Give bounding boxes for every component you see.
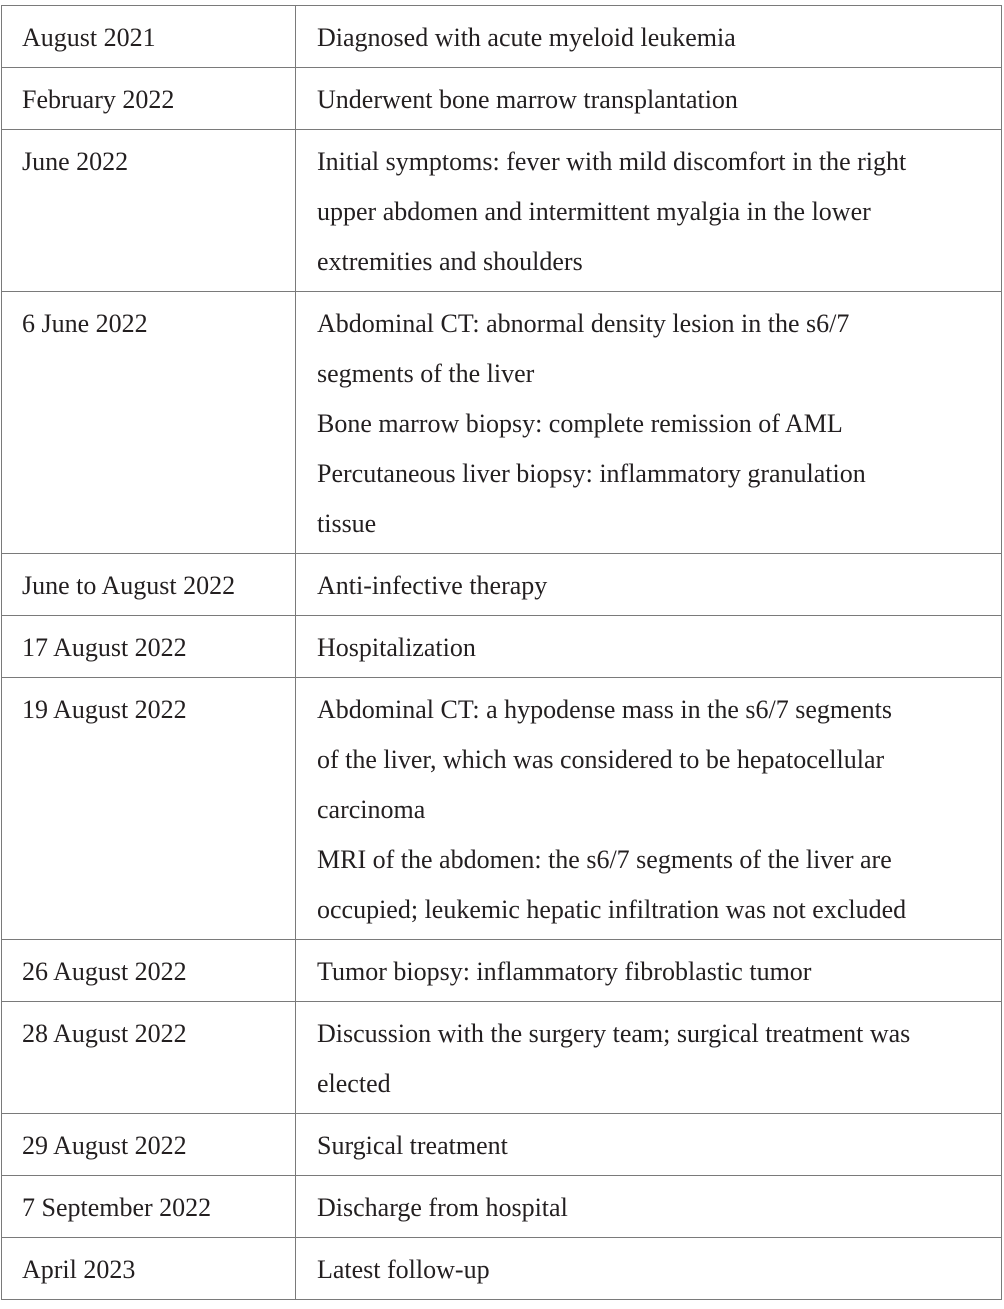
event-text-line: extremities and shoulders (317, 247, 583, 276)
date-cell (2, 940, 296, 1002)
event-cell (296, 292, 1002, 554)
event-text-line: Abdominal CT: a hypodense mass in the s6/7 segments (317, 695, 892, 724)
table-row (2, 292, 1002, 554)
timeline-table-body (2, 6, 1002, 1300)
event-cell (296, 68, 1002, 130)
event-cell (296, 940, 1002, 1002)
event-cell (296, 554, 1002, 616)
date-cell (2, 6, 296, 68)
event-text-line: tissue (317, 509, 377, 538)
event-cell (296, 1114, 1002, 1176)
table-row (2, 130, 1002, 292)
event-cell (296, 616, 1002, 678)
event-cell (296, 1176, 1002, 1238)
event-text-line: Initial symptoms: fever with mild discomfort in the right (317, 147, 907, 176)
date-text: August 2021 (22, 23, 156, 52)
table-row (2, 1238, 1002, 1300)
date-text: April 2023 (22, 1255, 136, 1284)
table-row (2, 940, 1002, 1002)
event-cell (296, 130, 1002, 292)
event-text-line: carcinoma (317, 795, 426, 824)
date-cell (2, 554, 296, 616)
table-row (2, 1002, 1002, 1114)
date-text: 29 August 2022 (22, 1131, 187, 1160)
event-text-line: Underwent bone marrow transplantation (317, 85, 738, 114)
event-text-line: Bone marrow biopsy: complete remission of AML (317, 409, 843, 438)
event-cell (296, 6, 1002, 68)
event-text-line: Percutaneous liver biopsy: inflammatory granulation (317, 459, 866, 488)
event-cell (296, 1238, 1002, 1300)
event-text-line: Surgical treatment (317, 1131, 508, 1160)
event-text-line: upper abdomen and intermittent myalgia in the lower (317, 197, 871, 226)
date-text: 19 August 2022 (22, 695, 187, 724)
date-cell (2, 130, 296, 292)
table-row (2, 68, 1002, 130)
event-text-line: MRI of the abdomen: the s6/7 segments of the liver are (317, 845, 892, 874)
date-text: 6 June 2022 (22, 309, 148, 338)
table-row (2, 678, 1002, 940)
event-text-line: Tumor biopsy: inflammatory fibroblastic tumor (317, 957, 812, 986)
event-text-line: Abdominal CT: abnormal density lesion in the s6/7 (317, 309, 850, 338)
date-cell (2, 1114, 296, 1176)
event-text-line: segments of the liver (317, 359, 535, 388)
event-text-line: occupied; leukemic hepatic infiltration was not excluded (317, 895, 907, 924)
date-text: 17 August 2022 (22, 633, 187, 662)
date-text: February 2022 (22, 85, 175, 114)
table-row (2, 1176, 1002, 1238)
timeline-table (1, 5, 1002, 1300)
event-text-line: Latest follow-up (317, 1255, 490, 1284)
event-text-line: Anti-infective therapy (317, 571, 548, 600)
event-text-line: Diagnosed with acute myeloid leukemia (317, 23, 736, 52)
date-cell (2, 1176, 296, 1238)
date-cell (2, 292, 296, 554)
date-cell (2, 616, 296, 678)
event-cell (296, 678, 1002, 940)
date-cell (2, 1002, 296, 1114)
table-row (2, 616, 1002, 678)
event-text-line: elected (317, 1069, 391, 1098)
table-row (2, 554, 1002, 616)
event-text-line: Discharge from hospital (317, 1193, 568, 1222)
date-cell (2, 1238, 296, 1300)
date-text: 7 September 2022 (22, 1193, 212, 1222)
table-row (2, 1114, 1002, 1176)
date-text: 28 August 2022 (22, 1019, 187, 1048)
date-text: 26 August 2022 (22, 957, 187, 986)
event-cell (296, 1002, 1002, 1114)
date-text: June 2022 (22, 147, 129, 176)
event-text-line: Discussion with the surgery team; surgical treatment was (317, 1019, 911, 1048)
date-text: June to August 2022 (22, 571, 236, 600)
event-text-line: Hospitalization (317, 633, 476, 662)
date-cell (2, 68, 296, 130)
table-row (2, 6, 1002, 68)
date-cell (2, 678, 296, 940)
event-text-line: of the liver, which was considered to be hepatocellular (317, 745, 885, 774)
